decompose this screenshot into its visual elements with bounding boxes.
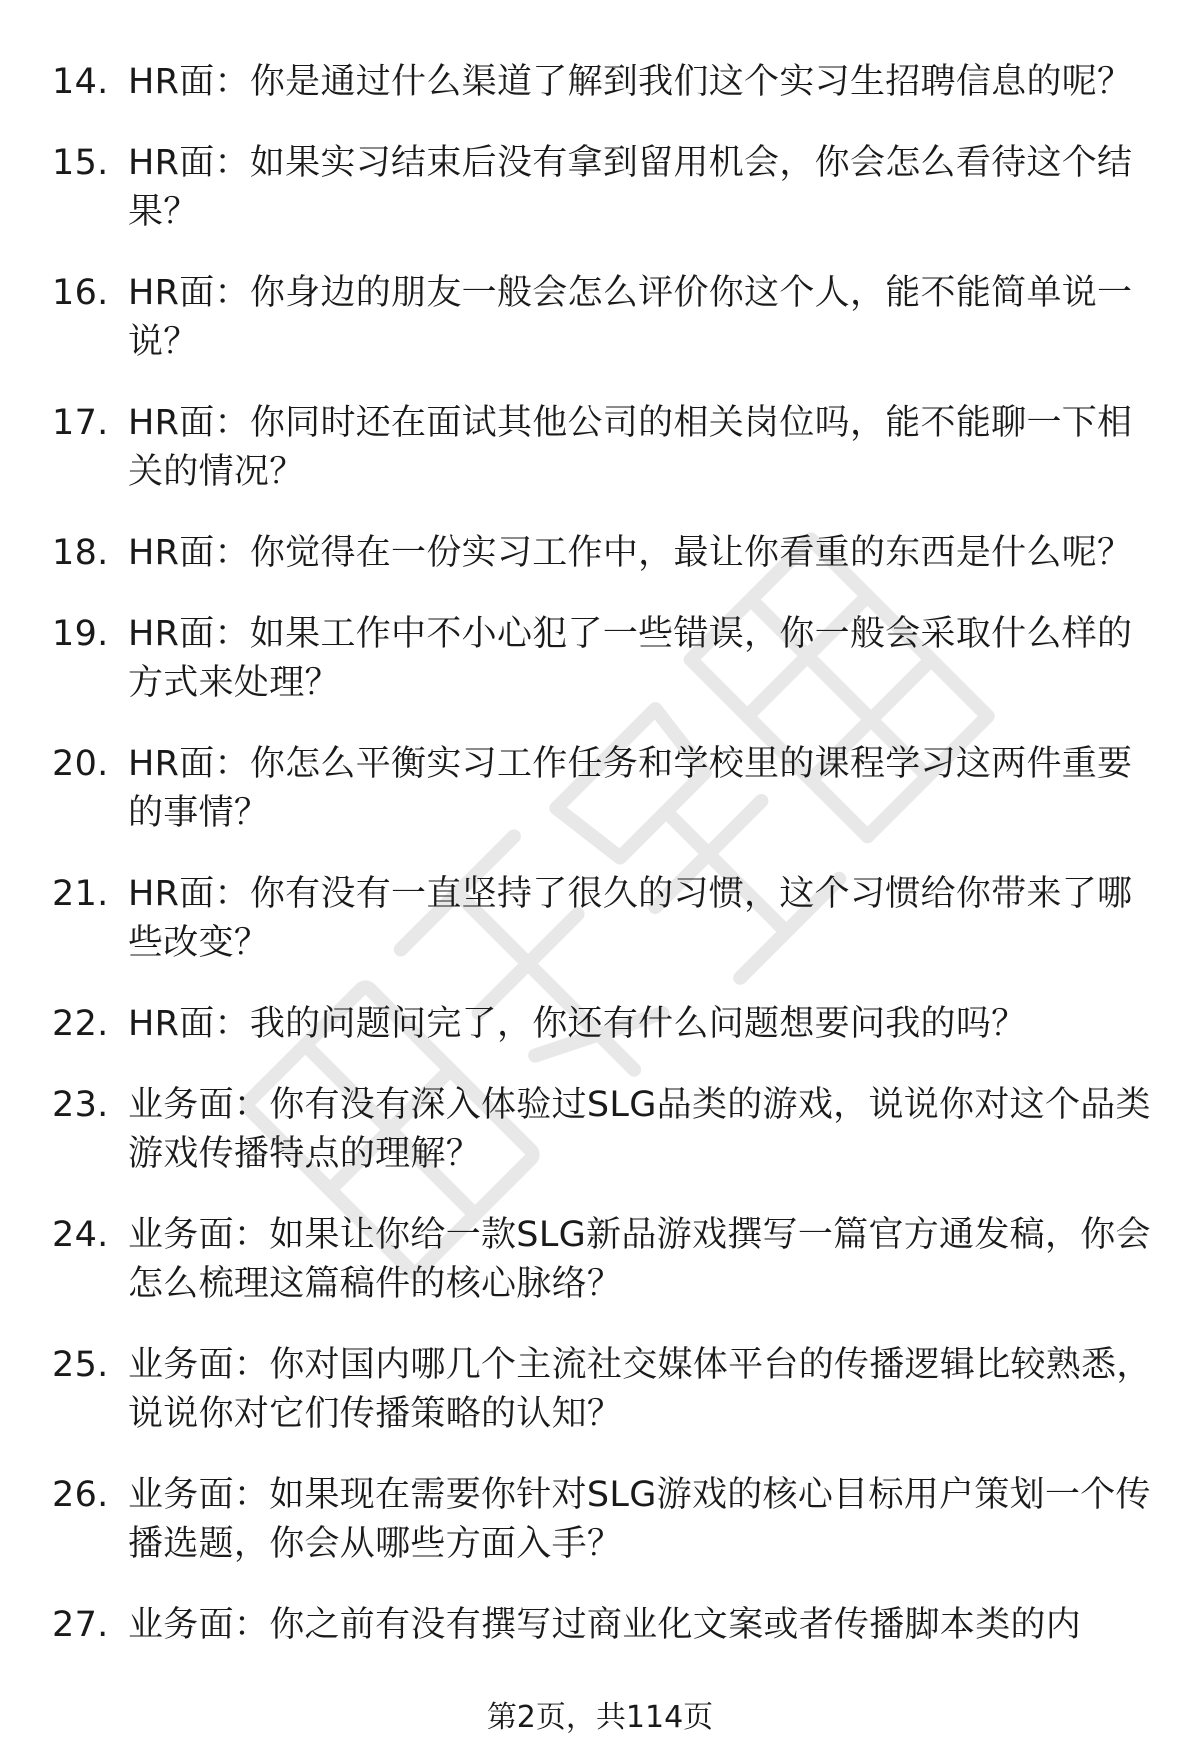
question-number: 25. xyxy=(52,1345,109,1385)
question-text: HR面：如果工作中不小心犯了一些错误，你一般会采取什么样的方式来处理？ xyxy=(128,614,1133,703)
question-number: 26. xyxy=(52,1475,109,1515)
list-item xyxy=(0,1471,1200,1569)
question-text: HR面：你有没有一直坚持了很久的习惯，这个习惯给你带来了哪些改变？ xyxy=(128,874,1133,963)
question-text: HR面：你怎么平衡实习工作任务和学校里的课程学习这两件重要的事情？ xyxy=(128,744,1133,833)
question-text: HR面：你是通过什么渠道了解到我们这个实习生招聘信息的呢？ xyxy=(128,62,1133,102)
question-number: 15. xyxy=(52,143,109,183)
question-number: 20. xyxy=(52,744,109,784)
question-text: HR面：你觉得在一份实习工作中，最让你看重的东西是什么呢？ xyxy=(128,533,1133,573)
question-number: 22. xyxy=(52,1004,109,1044)
question-text: HR面：我的问题问完了，你还有什么问题想要问我的吗？ xyxy=(128,1004,1027,1044)
question-text: 业务面：如果现在需要你针对SLG游戏的核心目标用户策划一个传播选题，你会从哪些方面入手？ xyxy=(128,1475,1151,1564)
list-item xyxy=(0,1000,1200,1049)
question-text: 业务面：你有没有深入体验过SLG品类的游戏，说说你对这个品类游戏传播特点的理解？ xyxy=(128,1085,1151,1174)
list-item xyxy=(0,529,1200,578)
question-text: HR面：如果实习结束后没有拿到留用机会，你会怎么看待这个结果？ xyxy=(128,143,1133,232)
question-text: 业务面：如果让你给一款SLG新品游戏撰写一篇官方通发稿，你会怎么梳理这篇稿件的核心脉络？ xyxy=(128,1215,1151,1304)
list-item xyxy=(0,58,1200,107)
question-text: 业务面：你之前有没有撰写过商业化文案或者传播脚本类的内 xyxy=(128,1605,1082,1645)
question-list xyxy=(0,58,1200,1682)
list-item xyxy=(0,610,1200,708)
list-item xyxy=(0,1081,1200,1179)
question-text: HR面：你同时还在面试其他公司的相关岗位吗，能不能聊一下相关的情况？ xyxy=(128,403,1133,492)
question-number: 17. xyxy=(52,403,109,443)
page-footer: 第2页，共114页 xyxy=(486,1700,714,1735)
question-number: 27. xyxy=(52,1605,109,1645)
question-number: 19. xyxy=(52,614,109,654)
list-item xyxy=(0,1601,1200,1650)
question-number: 21. xyxy=(52,874,109,914)
list-item xyxy=(0,1341,1200,1439)
list-item xyxy=(0,139,1200,237)
question-number: 18. xyxy=(52,533,109,573)
list-item xyxy=(0,269,1200,367)
question-text: 业务面：你对国内哪几个主流社交媒体平台的传播逻辑比较熟悉，说说你对它们传播策略的认知？ xyxy=(128,1345,1152,1434)
list-item xyxy=(0,1211,1200,1309)
question-text: HR面：你身边的朋友一般会怎么评价你这个人，能不能简单说一说？ xyxy=(128,273,1133,362)
question-number: 24. xyxy=(52,1215,109,1255)
question-number: 16. xyxy=(52,273,109,313)
list-item xyxy=(0,870,1200,968)
question-number: 14. xyxy=(52,62,109,102)
list-item xyxy=(0,740,1200,838)
question-number: 23. xyxy=(52,1085,109,1125)
list-item xyxy=(0,399,1200,497)
